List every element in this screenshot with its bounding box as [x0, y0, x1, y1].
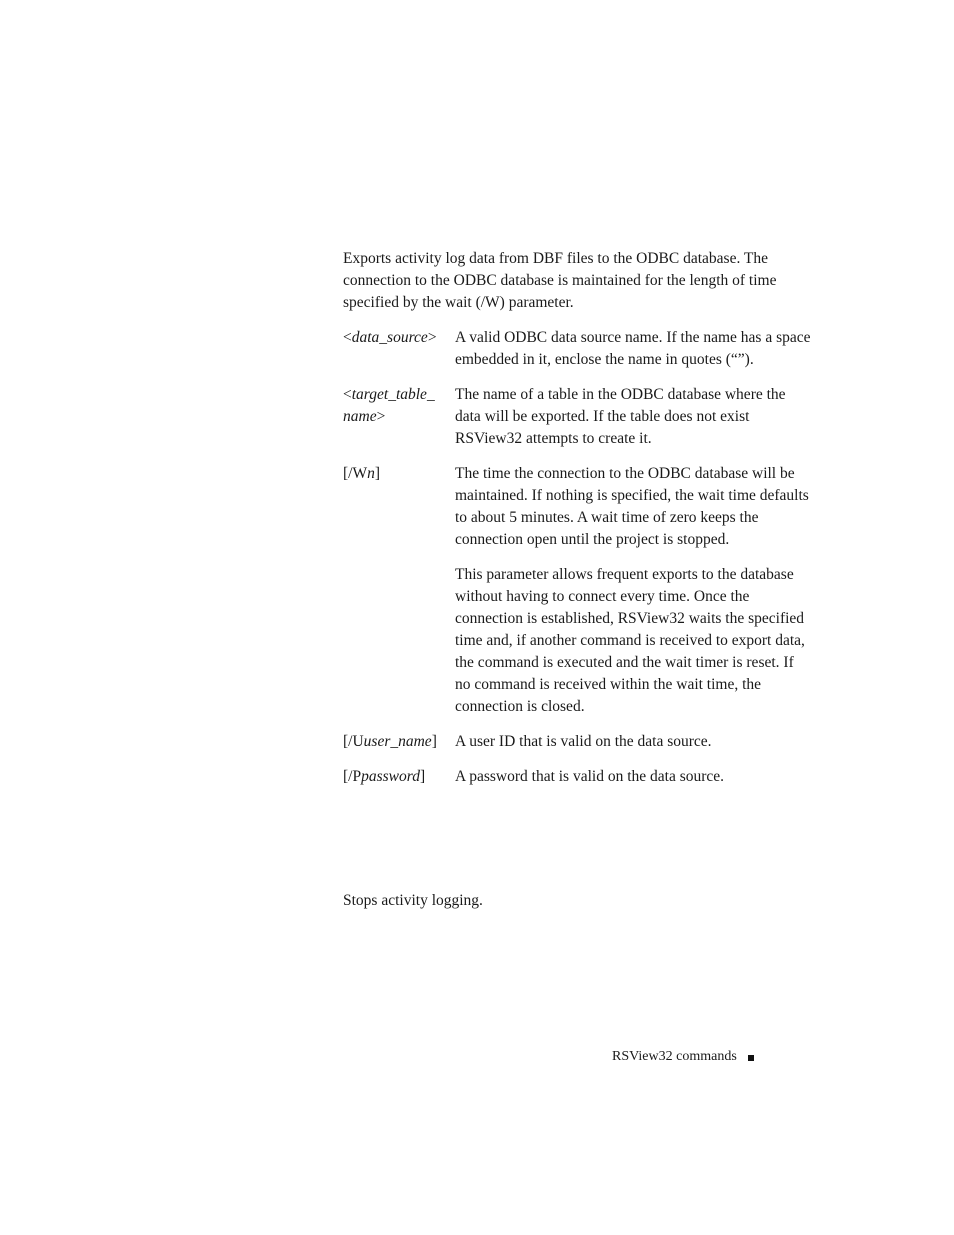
param-row-user-name — [343, 731, 813, 753]
param-name-prefix: < — [343, 386, 352, 403]
param-description — [455, 731, 813, 753]
param-name — [343, 766, 455, 788]
param-row-wait — [343, 463, 813, 718]
param-name-suffix: ] — [431, 733, 437, 750]
param-description-text: The time the connection to the ODBC database will be maintained. If nothing is specified, the wait time defaults to about 5 minutes. A wait time of zero keeps the connection open until the project is stopped. — [455, 465, 809, 548]
footer-label: RSView32 commands — [612, 1049, 737, 1064]
param-description — [455, 463, 813, 718]
param-description — [455, 327, 813, 371]
param-description-text: A valid ODBC data source name. If the name has a space embedded in it, enclose the name in quotes (“”). — [455, 329, 811, 368]
param-description — [455, 384, 813, 450]
param-name-suffix: > — [427, 329, 437, 346]
param-name-prefix: [/P — [343, 768, 362, 785]
param-name-prefix: < — [343, 329, 352, 346]
param-description-text: This parameter allows frequent exports to the database without having to connect every time. Once the connection is established, RSView32 waits the specified time and, if another command is received to export data, the command is executed and the wait timer is reset. If no command is received within the wait time, the connection is closed. — [455, 566, 805, 715]
param-row-target-table-name — [343, 384, 813, 450]
param-row-password — [343, 766, 813, 788]
param-description — [455, 766, 813, 788]
param-description-text: The name of a table in the ODBC database where the data will be exported. If the table does not exist RSView32 attempts to create it. — [455, 386, 786, 447]
param-name-italic: target_table_ name — [343, 386, 435, 425]
square-bullet-icon — [748, 1055, 754, 1061]
param-name — [343, 463, 455, 718]
page-footer — [612, 1047, 754, 1067]
param-description-text: A password that is valid on the data source. — [455, 768, 725, 785]
param-name-italic: data_source — [351, 329, 428, 346]
param-description-text: A user ID that is valid on the data source. — [455, 733, 712, 750]
param-name-italic: user_name — [363, 733, 432, 750]
param-name-suffix: ] — [419, 768, 426, 785]
parameter-table — [343, 327, 813, 801]
param-name-suffix: > — [376, 408, 386, 425]
param-name — [343, 327, 455, 371]
intro-paragraph: Exports activity log data from DBF files to the ODBC database. The connection to the ODBC database is maintained for the length of time specified by the wait (/W) parameter. — [343, 250, 777, 311]
param-row-data-source — [343, 327, 813, 371]
param-name-italic: n — [367, 465, 375, 482]
param-name-suffix: ] — [374, 465, 381, 482]
param-name-prefix: [/W — [343, 465, 368, 482]
param-name-prefix: [/U — [343, 733, 364, 750]
param-name-italic: password — [361, 768, 420, 785]
param-name — [343, 731, 455, 753]
stop-description: Stops activity logging. — [343, 892, 483, 909]
param-name — [343, 384, 455, 450]
